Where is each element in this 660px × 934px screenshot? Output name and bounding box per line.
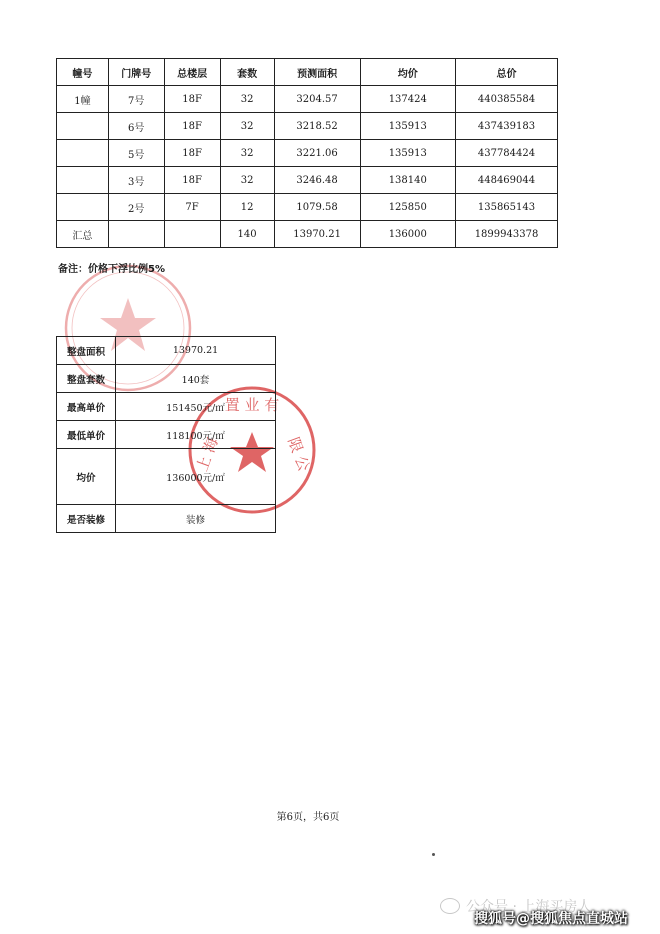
- table-total-row: [57, 221, 558, 248]
- cell-door-number: 2号: [108, 194, 164, 221]
- header-avg-price: 均价: [360, 59, 455, 86]
- cell-building: [57, 167, 109, 194]
- cell-empty: [108, 221, 164, 248]
- table-row: [57, 140, 558, 167]
- summary-label: 整盘面积: [57, 337, 116, 365]
- table-row: [57, 86, 558, 113]
- header-total-price: 总价: [456, 59, 558, 86]
- cell-building: 1幢: [57, 86, 109, 113]
- cell-avg-price: 135913: [360, 113, 455, 140]
- summary-label: 最低单价: [57, 421, 116, 449]
- cell-total-price: 135865143: [456, 194, 558, 221]
- summary-row: [57, 421, 276, 449]
- wechat-icon: [440, 898, 460, 914]
- price-table: [56, 58, 558, 248]
- remark-note: 备注：价格下浮比例5%: [58, 264, 165, 275]
- summary-row: [57, 393, 276, 421]
- summary-value: 装修: [116, 505, 276, 533]
- cell-empty: [164, 221, 220, 248]
- summary-label: 整盘套数: [57, 365, 116, 393]
- svg-text:限 公: 限 公: [284, 434, 314, 474]
- summary-row: [57, 337, 276, 365]
- summary-value: 140套: [116, 365, 276, 393]
- cell-building: [57, 113, 109, 140]
- cell-total-price: 437439183: [456, 113, 558, 140]
- table-header-row: [57, 59, 558, 86]
- summary-value: 136000元/㎡: [116, 449, 276, 505]
- cell-building: [57, 140, 109, 167]
- cell-units: 32: [220, 140, 274, 167]
- cell-total-avg-price: 136000: [360, 221, 455, 248]
- summary-row: [57, 365, 276, 393]
- cell-building: [57, 194, 109, 221]
- cell-avg-price: 138140: [360, 167, 455, 194]
- cell-area: 3204.57: [274, 86, 360, 113]
- summary-row: [57, 505, 276, 533]
- cell-floors: 18F: [164, 167, 220, 194]
- cell-avg-price: 125850: [360, 194, 455, 221]
- header-building: 幢号: [57, 59, 109, 86]
- cell-total-label: 汇总: [57, 221, 109, 248]
- cell-total-price: 448469044: [456, 167, 558, 194]
- watermark-text: 公众号 · 上海买房人: [466, 899, 592, 915]
- cell-total-units: 140: [220, 221, 274, 248]
- cell-units: 12: [220, 194, 274, 221]
- summary-label: 均价: [57, 449, 116, 505]
- summary-label: 最高单价: [57, 393, 116, 421]
- svg-text:置 业 有: 置 业 有: [224, 396, 280, 414]
- cell-units: 32: [220, 113, 274, 140]
- cell-total-area: 13970.21: [274, 221, 360, 248]
- summary-table: [56, 336, 276, 533]
- summary-value: 13970.21: [116, 337, 276, 365]
- cell-total-price: 437784424: [456, 140, 558, 167]
- table-row: [57, 167, 558, 194]
- cell-door-number: 7号: [108, 86, 164, 113]
- cell-total-sum: 1899943378: [456, 221, 558, 248]
- cell-units: 32: [220, 86, 274, 113]
- cell-door-number: 5号: [108, 140, 164, 167]
- cell-floors: 18F: [164, 113, 220, 140]
- header-total-floors: 总楼层: [164, 59, 220, 86]
- table-row: [57, 194, 558, 221]
- cell-floors: 7F: [164, 194, 220, 221]
- cell-door-number: 3号: [108, 167, 164, 194]
- cell-area: 3218.52: [274, 113, 360, 140]
- summary-value: 151450元/㎡: [116, 393, 276, 421]
- cell-floors: 18F: [164, 86, 220, 113]
- svg-text:上 海: 上 海: [192, 434, 222, 474]
- cell-area: 3246.48: [274, 167, 360, 194]
- cell-floors: 18F: [164, 140, 220, 167]
- sohu-watermark: 搜狐号@搜狐焦点直城站: [474, 911, 628, 927]
- page-number: 第6页，共6页: [276, 812, 340, 823]
- summary-row: [57, 449, 276, 505]
- scan-speck: [432, 853, 435, 856]
- cell-avg-price: 135913: [360, 140, 455, 167]
- cell-door-number: 6号: [108, 113, 164, 140]
- header-area: 预测面积: [274, 59, 360, 86]
- header-units: 套数: [220, 59, 274, 86]
- cell-avg-price: 137424: [360, 86, 455, 113]
- cell-area: 3221.06: [274, 140, 360, 167]
- table-row: [57, 113, 558, 140]
- cell-area: 1079.58: [274, 194, 360, 221]
- header-door-number: 门牌号: [108, 59, 164, 86]
- cell-total-price: 440385584: [456, 86, 558, 113]
- summary-value: 118100元/㎡: [116, 421, 276, 449]
- cell-units: 32: [220, 167, 274, 194]
- summary-label: 是否装修: [57, 505, 116, 533]
